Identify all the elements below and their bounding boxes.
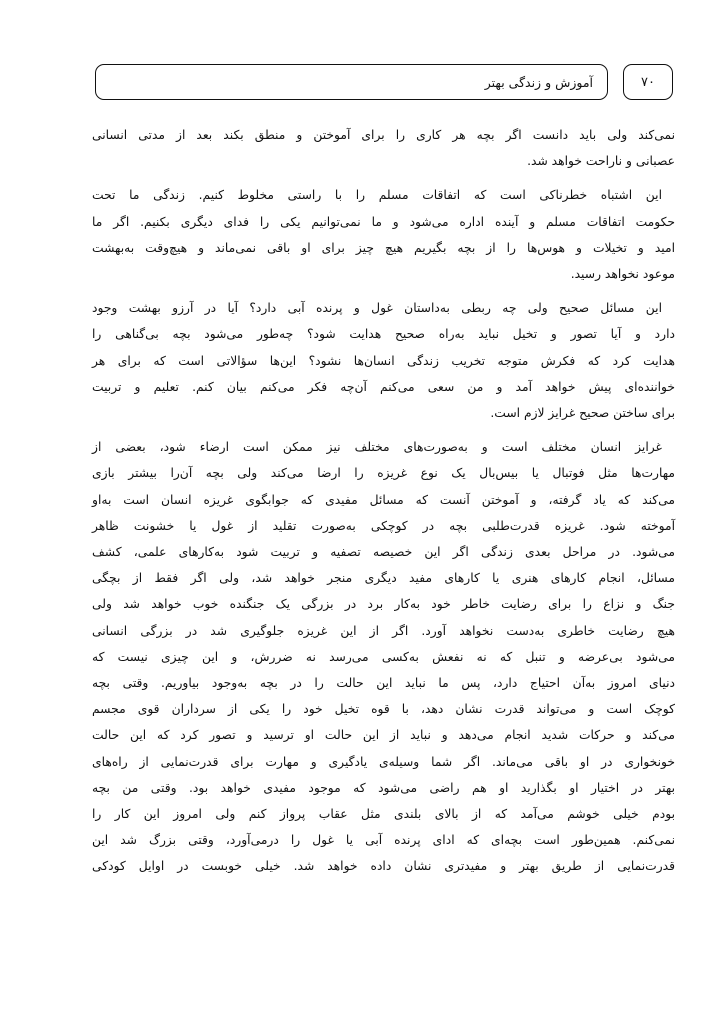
text-line: دنیای امروز به‌آن احتیاج دارد، پس ما نباید این حالت را در بچه به‌وجود بیاوریم. وقتی بچه [92,676,675,691]
text-line: می‌کند و حرکات شدید انجام می‌دهد و نباید از این حالت او ترسید و تصور کرد که این حالت [92,728,675,743]
text-line: می‌شود بی‌عرضه و تنبل که نه نفعش به‌کسی می‌رسد نه ضررش، و این چیزی نیست که [92,649,675,664]
text-line: غرایز انسان مختلف است و به‌صورت‌های مختلف نیز ممکن است ارضاء شود، بعضی از [92,440,662,455]
text-line: خونخواری در او باقی می‌ماند. اگر شما وسیله‌ی یادگیری و مهارت برای قدرت‌نمایی از راه‌های [92,754,675,769]
text-line: موعود نخواهد رسید. [570,267,675,282]
paragraph [92,295,675,426]
body-text [92,122,675,880]
text-line: بهتر در اختیار او بگذارید او هم راضی می‌شود که موجود مفیدی خواهد بود. وقتی من بچه [92,780,675,795]
text-line: آموخته شود. غریزه قدرت‌طلبی بچه در کوچکی به‌صورت تقلید از غول یا خشونت ظاهر [92,518,675,533]
paragraph [92,182,675,287]
text-line: هیچ رضایت خاطری به‌دست نخواهد آورد. اگر از این غریزه جلوگیری شد در بزرگی انسانی [92,623,675,638]
text-line: حکومت اتفاقات مسلم و آینده اداره می‌شود و ما نمی‌توانیم یکی را فدای دیگری بکنیم. اگر ما [92,214,675,229]
text-line: جنگ و نزاع را برای رضایت خاطر خود به‌کار برد در بزرگی یک جنگنده خوب خواهد شد ولی [92,597,675,612]
running-header [93,64,673,102]
text-line: نمی‌کنم. همین‌طور است بچه‌ای که ادای پرنده آبی یا غول را درمی‌آورد، وقتی بزرگ شد این [92,833,675,848]
header-title-box [95,64,608,100]
text-line: بودم خیلی خوشم می‌آمد که از بالای بلندی مثل عقاب پرواز کنم ولی امروز این کار را [92,807,675,822]
text-line: عصبانی و ناراحت خواهد شد. [527,154,675,169]
text-line: مسائل، انجام کارهای هنری یا کارهای مفید دیگری منجر خواهد شد، ولی اگر فقط از بچگی [92,571,675,586]
text-line: کوچک است و می‌تواند قدرت نشان دهد، با قوه تخیل خود را یکی از سرداران قوی مجسم [92,702,675,717]
text-line: برای ساختن صحیح غرایز لازم است. [490,406,675,421]
text-line: می‌شود. در مراحل بعدی زندگی اگر این خصیصه تصفیه و تربیت شود به‌کارهای علمی، کشف [92,545,675,560]
page-number: ۷۰ [641,74,655,90]
text-line: دارد و آیا تصور و تخیل نباید به‌راه صحیح هدایت شود؟ چه‌طور می‌شود بچه بی‌گناهی را [92,327,675,342]
text-line: می‌کند که یاد گرفته، و آموختن آنست که مسائل مفیدی که جوابگوی غریزه انسان است به‌او [92,492,675,507]
page-number-box [623,64,673,100]
book-title: آموزش و زندگی بهتر [484,74,593,90]
text-line: این مسائل صحیح ولی چه ربطی به‌داستان غول و پرنده آبی دارد؟ آیا در آرزو بهشت وجود [92,301,662,316]
text-line: نمی‌کند ولی باید دانست اگر بچه هر کاری را برای آموختن و منطق بکند بعد از مدتی انسانی [92,128,675,142]
text-line: هدایت کرد که فکرش متوجه تخریب زندگی انسان‌ها نشود؟ این‌ها سؤالاتی است که برای هر [92,353,675,368]
text-line: خواننده‌ای پیش خواهد آمد و من سعی می‌کنم آن‌چه فکر می‌کنم بیان کنم. تعلیم و تربیت [92,379,675,394]
paragraph [92,122,675,174]
text-line: قدرت‌نمایی از طریق بهتر و مفیدتری نشان داده خواهد شد. خیلی خوبست در اوایل کودکی [92,859,675,874]
text-line: مهارت‌ها مثل فوتبال یا بیس‌بال یک نوع غریزه را ارضا می‌کند ولی بچه آن‌را بیشتر بازی [92,466,675,481]
paragraph [92,434,675,879]
text-line: این اشتباه خطرناکی است که اتفاقات مسلم را با راستی مخلوط کنیم. زندگی ما تحت [92,188,662,203]
text-line: امید و تخیلات و هوس‌ها را از بچه بگیریم هیچ چیز برای او باقی نمی‌ماند و هیچ‌وقت به‌بهشت [92,240,675,255]
